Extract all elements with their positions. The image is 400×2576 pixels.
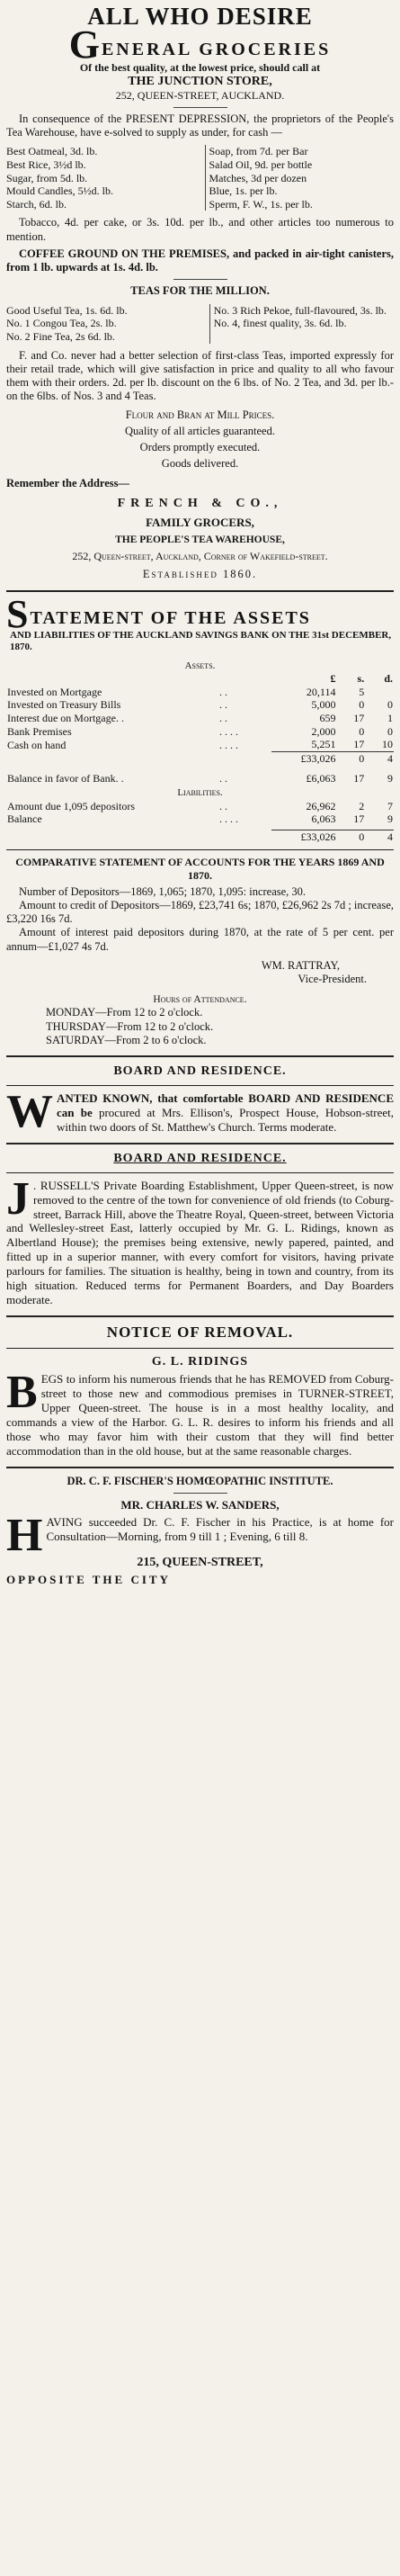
tea-list-left bbox=[6, 304, 200, 344]
price-item: Blue, 1s. per lb. bbox=[209, 184, 278, 198]
row-pounds: 20,114 bbox=[306, 685, 336, 698]
row-pounds: 26,962 bbox=[306, 799, 336, 812]
total-pence: 4 bbox=[365, 751, 394, 765]
row-shillings: 17 bbox=[353, 772, 365, 785]
board-text bbox=[6, 1086, 395, 1138]
row-dots: . . bbox=[218, 711, 227, 724]
removal-name: G. L. RIDINGS bbox=[151, 1355, 249, 1369]
row-shillings: 17 bbox=[353, 738, 365, 751]
tea-heading: TEAS FOR THE MILLION. bbox=[130, 284, 270, 298]
grocer-goods: Goods delivered. bbox=[161, 457, 239, 471]
shillings-header: s. bbox=[357, 672, 365, 686]
grocer-flour: Flour and Bran at Mill Prices. bbox=[125, 408, 275, 421]
row-label: Bank Premises bbox=[7, 724, 72, 738]
row-pence: 9 bbox=[387, 812, 393, 826]
board-residence-russell bbox=[6, 1151, 394, 1307]
board-heading: BOARD AND RESIDENCE. bbox=[113, 1064, 287, 1079]
grocer-title-text: ENERAL GROCERIES bbox=[101, 40, 332, 60]
grocer-store: THE JUNCTION STORE, bbox=[128, 75, 272, 89]
row-shillings: 17 bbox=[353, 812, 365, 826]
assets-table bbox=[6, 672, 394, 843]
column-rule bbox=[6, 1315, 394, 1317]
bank-title: TATEMENT OF THE ASSETS bbox=[30, 608, 311, 629]
board-dropcap: W bbox=[6, 1086, 53, 1138]
row-pence bbox=[365, 686, 394, 699]
row-dots: . . bbox=[218, 799, 227, 812]
row-pounds: £6,063 bbox=[306, 772, 336, 785]
grocer-remember: Remember the Address— bbox=[6, 476, 130, 489]
board-dropcap: J bbox=[6, 1172, 30, 1225]
row-dots: . . bbox=[218, 772, 227, 785]
price-item: Matches, 3d per dozen bbox=[209, 171, 307, 184]
grocer-advert bbox=[6, 4, 394, 582]
hours-list bbox=[6, 1006, 394, 1047]
row-pence: 0 bbox=[387, 724, 393, 738]
grocer-line1: Of the best quality, at the lowest price, should call at bbox=[79, 60, 321, 74]
row-dots: . . bbox=[218, 685, 227, 698]
row-label: Balance bbox=[7, 812, 42, 826]
hours-item: SATURDAY—From 2 to 6 o'clock. bbox=[46, 1033, 207, 1046]
grocer-firm: FRENCH & CO., bbox=[117, 496, 283, 510]
fischer-doctor: MR. CHARLES W. SANDERS, bbox=[120, 1497, 280, 1512]
row-pounds: 5,251 bbox=[311, 738, 336, 751]
price-item: Sugar, from 5d. lb. bbox=[6, 171, 88, 184]
assets-heading: Assets. bbox=[184, 660, 216, 671]
grocer-orders: Orders promptly executed. bbox=[139, 441, 261, 454]
pence-header: d. bbox=[384, 672, 393, 686]
tea-note: F. and Co. never had a better selection of first-class Teas, imported expressly for their retail trade, which will give satisfaction in price and quality to all who favour them with their orders. 2d. per lb. discount on the 6 lbs. of No. 2 Tea, and 3d. per lb.-on the 6lbs. of Nos. 3 and 4 Teas. bbox=[6, 348, 394, 403]
board-residence-ellison bbox=[6, 1064, 395, 1138]
currency-header-row bbox=[6, 672, 394, 686]
tea-item: No. 1 Congou Tea, 2s. lb. bbox=[6, 317, 117, 330]
grocer-established: Established 1860. bbox=[142, 568, 258, 581]
row-dots: . . . . bbox=[218, 812, 238, 826]
tea-list bbox=[6, 304, 394, 344]
row-shillings: 0 bbox=[359, 724, 365, 738]
table-row bbox=[6, 725, 394, 739]
table-row bbox=[6, 712, 394, 725]
tea-list-right bbox=[209, 304, 394, 344]
column-rule bbox=[6, 1143, 394, 1144]
divider bbox=[173, 1493, 227, 1494]
column-rule bbox=[6, 590, 394, 592]
row-label: Invested on Treasury Bills bbox=[7, 698, 121, 712]
row-pounds: 2,000 bbox=[311, 724, 336, 738]
savings-bank-statement bbox=[6, 591, 394, 1047]
board-first: ANTED KNOWN, that comfortable BOARD AND RESIDENCE can be bbox=[57, 1091, 394, 1120]
bank-dropcap: S bbox=[6, 591, 29, 636]
comparative-credit: Amount to credit of Depositors—1869, £23,741 6s; 1870, £26,962 2s 7d ; increase, £3,220 16s 7d. bbox=[6, 898, 394, 926]
divider bbox=[173, 279, 227, 280]
divider bbox=[6, 1348, 394, 1349]
row-shillings: 2 bbox=[359, 799, 365, 812]
liabilities-total-row bbox=[6, 830, 394, 843]
row-shillings: 0 bbox=[359, 698, 365, 712]
bank-signatory: WM. RATTRAY, bbox=[261, 958, 340, 972]
row-label: Invested on Mortgage bbox=[7, 685, 102, 698]
comparative-interest: Amount of interest paid depositors during 1870, at the rate of 5 per cent. per annum—£1,027 4s 7d. bbox=[6, 926, 394, 953]
grocer-address: 252, QUEEN-STREET, AUCKLAND. bbox=[115, 89, 285, 103]
grocer-warehouse: THE PEOPLE'S TEA WAREHOUSE, bbox=[115, 534, 285, 545]
row-label: Balance in favor of Bank. . bbox=[7, 772, 124, 785]
grocer-intro: In consequence of the PRESENT DEPRESSION, the proprietors of the People's Tea Warehouse, have e-solved to supply as under, for cash — bbox=[6, 112, 394, 139]
tea-item: No. 3 Rich Pekoe, full-flavoured, 3s. lb. bbox=[213, 303, 387, 317]
row-pence: 7 bbox=[387, 799, 393, 812]
row-dots: . . bbox=[218, 698, 227, 712]
fischer-institute bbox=[6, 1475, 394, 1588]
price-list-left bbox=[6, 145, 196, 211]
price-item: Sperm, F. W., 1s. per lb. bbox=[209, 197, 313, 211]
row-label: Interest due on Mortgage. . bbox=[7, 711, 124, 724]
total-shillings: 0 bbox=[336, 751, 365, 765]
price-item: Best Oatmeal, 3d. lb. bbox=[6, 145, 98, 158]
divider bbox=[6, 849, 394, 850]
bank-subtitle: AND LIABILITIES OF THE AUCKLAND SAVINGS BANK ON THE 31st DECEMBER, 1870. bbox=[10, 629, 392, 653]
row-pence: 9 bbox=[387, 772, 393, 785]
fischer-body: AVING succeeded Dr. C. F. Fischer in his Practice, is at home for Consultation—Morning, from 9 till 1 ; Evening, 6 till 8. bbox=[46, 1514, 394, 1543]
grocer-coffee: COFFEE GROUND ON THE PREMISES, and packed in air-tight canisters, from 1 lb. upwards at 1s. 4d. lb. bbox=[6, 247, 394, 274]
board-heading: BOARD AND RESIDENCE. bbox=[113, 1151, 287, 1165]
fischer-address: 215, QUEEN-STREET, bbox=[137, 1556, 263, 1570]
assets-total-row bbox=[6, 751, 394, 765]
bank-signatory-title: Vice-President. bbox=[298, 973, 367, 986]
fischer-dropcap: H bbox=[6, 1509, 43, 1561]
row-pounds: 6,063 bbox=[311, 812, 336, 826]
removal-body: EGS to inform his numerous friends that he has REMOVED from Coburg-street to those new and commodious premises in TURNER-STREET, Upper Queen-street. The house is in a most healthy locality, and commands a view of the Harbor. G. L. R. desires to inform his friends and all those who may favor him with their custom that they will find better accommodation than in the old house, but at the same reasonable charges. bbox=[6, 1372, 394, 1458]
table-row bbox=[6, 686, 394, 699]
column-rule bbox=[6, 1467, 394, 1468]
hours-item: MONDAY—From 12 to 2 o'clock. bbox=[46, 1006, 203, 1019]
row-pence: 0 bbox=[387, 698, 393, 712]
total-pounds: £33,026 bbox=[271, 751, 337, 765]
bank-title-line bbox=[6, 591, 394, 636]
table-row bbox=[6, 800, 394, 813]
grocer-tobacco: Tobacco, 4d. per cake, or 3s. 10d. per lb., and other articles too numerous to mention. bbox=[6, 216, 394, 243]
row-dots: . . . . bbox=[218, 738, 238, 751]
price-item: Starch, 6d. lb. bbox=[6, 197, 67, 211]
board-text bbox=[6, 1172, 394, 1307]
notice-of-removal bbox=[6, 1324, 394, 1459]
divider bbox=[6, 1172, 394, 1173]
table-row bbox=[6, 698, 394, 712]
grocer-family: FAMILY GROCERS, bbox=[146, 515, 254, 529]
comparative-depositors: Number of Depositors—1869, 1,065; 1870, 1,095: increase, 30. bbox=[19, 884, 307, 898]
board-body: . RUSSELL'S Private Boarding Establishment, Upper Queen-street, is now removed to the centre of the town for convenience of old friends (to Coburg-street, Barrack Hill, above the Theatre Royal, Queen-street, between Victoria and Wellesley-street East, latterly occupied by Mr. G. L. Ridings, known as Albertland House); the premises being extensive, newly papered, painted, and fitted up in a superior manner, with every comfort for visitors, having private parlours for families. The situation is healthy, being in town and country, from its high situation. Reduced terms for Permanent Boarders, and Day Boarders moderate. bbox=[6, 1178, 394, 1306]
table-row bbox=[6, 738, 394, 751]
row-pence: 1 bbox=[387, 711, 393, 724]
removal-heading: NOTICE OF REMOVAL. bbox=[106, 1323, 294, 1341]
liabilities-heading: Liabilities. bbox=[177, 787, 223, 799]
column-rule bbox=[6, 1055, 394, 1057]
price-item: Salad Oil, 9d. per bottle bbox=[209, 157, 313, 171]
grocer-address2: 252, Queen-street, Auckland, Corner of Wakefield-street. bbox=[72, 549, 328, 562]
row-shillings: 5 bbox=[359, 685, 365, 698]
row-pounds: 5,000 bbox=[311, 698, 336, 712]
fischer-text bbox=[6, 1509, 394, 1561]
pounds-header: £ bbox=[330, 672, 336, 686]
row-pounds: 659 bbox=[319, 711, 336, 724]
total-pounds: £33,026 bbox=[271, 830, 337, 843]
row-pence: 10 bbox=[382, 738, 393, 751]
tea-item: No. 2 Fine Tea, 2s 6d. lb. bbox=[6, 329, 115, 343]
price-list bbox=[6, 145, 394, 211]
hours-heading: Hours of Attendance. bbox=[153, 994, 247, 1006]
row-label: Amount due 1,095 depositors bbox=[7, 799, 135, 812]
hours-item: THURSDAY—From 12 to 2 o'clock. bbox=[46, 1019, 214, 1033]
row-dots: . . . . bbox=[218, 724, 238, 738]
table-row bbox=[6, 812, 394, 826]
removal-text bbox=[6, 1367, 394, 1458]
price-item: Best Rice, 3½d lb. bbox=[6, 157, 86, 171]
divider bbox=[173, 107, 227, 108]
fischer-opposite: OPPOSITE THE CITY bbox=[6, 1573, 171, 1587]
row-label: Cash on hand bbox=[7, 738, 67, 751]
total-pence: 4 bbox=[365, 830, 394, 843]
removal-dropcap: B bbox=[6, 1367, 38, 1419]
divider bbox=[6, 1085, 394, 1086]
price-item: Mould Candles, 5½d. lb. bbox=[6, 184, 113, 198]
grocer-dropcap: G bbox=[68, 22, 100, 67]
tea-item: No. 4, finest quality, 3s. 6d. lb. bbox=[213, 317, 347, 330]
grocer-quality: Quality of all articles guaranteed. bbox=[125, 424, 275, 437]
comparative-title: COMPARATIVE STATEMENT OF ACCOUNTS FOR THE YEARS 1869 AND 1870. bbox=[15, 856, 385, 882]
price-item: Soap, from 7d. per Bar bbox=[209, 145, 308, 158]
board-rest: procured at Mrs. Ellison's, Prospect House, Hobson-street, within two doors of St. Matthew's Church. Terms moderate. bbox=[57, 1106, 395, 1134]
price-list-right bbox=[205, 145, 395, 211]
balance-favor-row bbox=[6, 772, 394, 785]
row-shillings: 17 bbox=[353, 711, 365, 724]
grocer-headline: ALL WHO DESIRE bbox=[87, 3, 313, 30]
tea-item: Good Useful Tea, 1s. 6d. lb. bbox=[6, 303, 128, 317]
total-shillings: 0 bbox=[336, 830, 365, 843]
fischer-heading: DR. C. F. FISCHER'S HOMŒOPATHIC INSTITUTE. bbox=[67, 1474, 333, 1487]
